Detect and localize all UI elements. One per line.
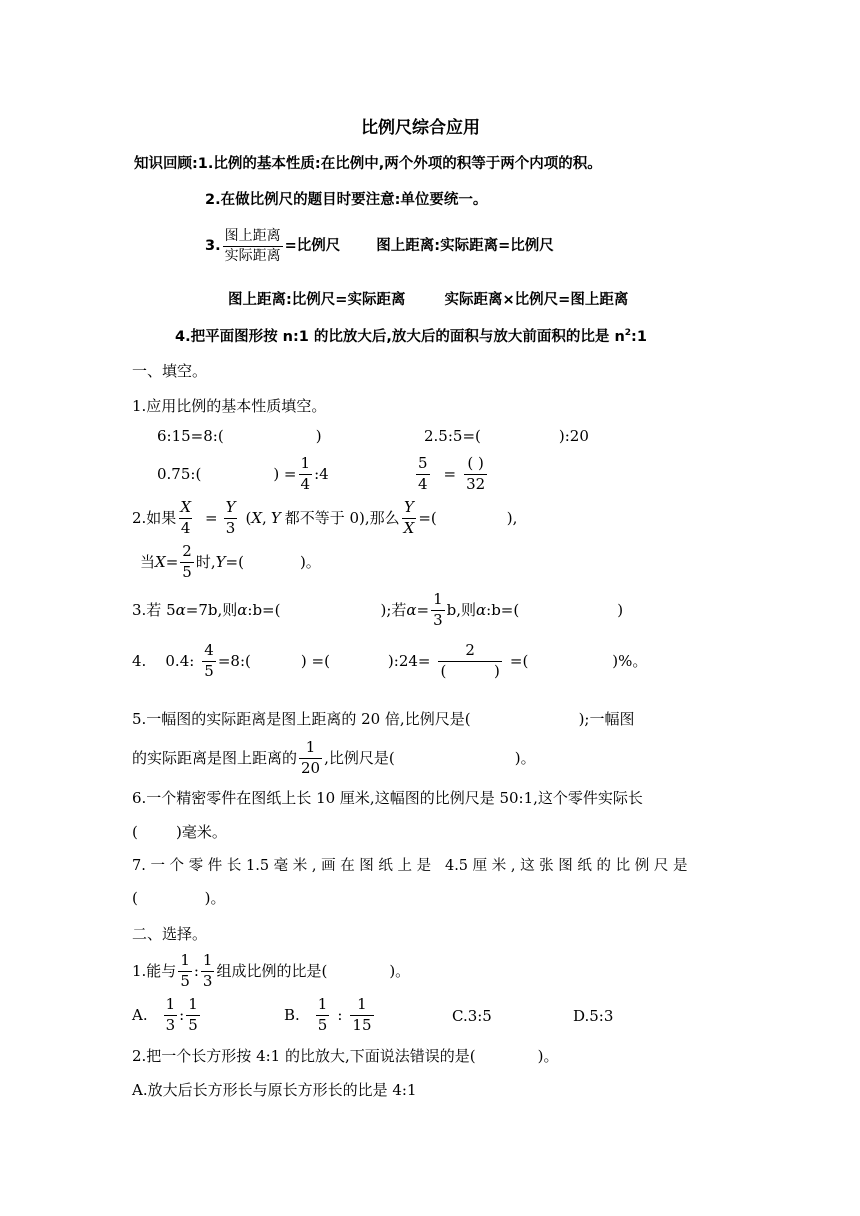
q3-alpha-4: α <box>476 600 487 619</box>
q1-b-end: ):20 <box>558 427 589 445</box>
fraction-numerator: 1 <box>433 590 443 608</box>
q2-p4: =( <box>418 508 437 527</box>
q2-value-fraction <box>180 544 194 581</box>
q2-x-fraction <box>178 500 193 537</box>
section-1-heading: 一、填空。 <box>132 362 208 380</box>
distance-ratio-fraction <box>223 229 283 263</box>
q1-stem: 1.应用比例的基本性质填空。 <box>132 397 327 415</box>
fraction-numerator: 2 <box>182 542 192 560</box>
q2-p8-end: )。 <box>299 552 321 571</box>
q4-fraction <box>202 643 216 680</box>
q5-l1b: );一幅图 <box>578 710 635 728</box>
q3-alpha: α <box>175 600 186 619</box>
fraction-numerator: 图上距离 <box>224 228 281 244</box>
q3-fraction <box>431 592 445 629</box>
q4-p1: 4. 0.4: <box>132 651 195 670</box>
fraction-denominator: 3 <box>433 610 443 629</box>
fraction-numerator: 1 <box>305 738 316 756</box>
section-2-heading: 二、选择。 <box>132 925 208 943</box>
fraction-denominator: 4 <box>180 518 191 537</box>
s2-q1-option-d: D.5:3 <box>573 1007 614 1025</box>
fraction-denominator: X <box>403 518 415 537</box>
review-line-3-b: 图上距离:实际距离=比例尺 <box>376 237 554 254</box>
q2-p5: 当 <box>140 552 156 571</box>
fraction-denominator: 3 <box>202 971 213 990</box>
fraction-denominator: 实际距离 <box>224 247 281 264</box>
q1-c-text: 0.75:( <box>157 464 202 483</box>
review-line-5-end: :1 <box>631 328 647 345</box>
q3-line <box>132 592 623 629</box>
option-b-fraction-2 <box>350 997 373 1034</box>
fraction-numerator: 1 <box>357 995 367 1013</box>
fraction-numerator: 1 <box>202 951 213 969</box>
q5-l2a: 的实际距离是图上距离的 <box>132 748 298 767</box>
review-line-3 <box>205 229 554 263</box>
q3-p1: 3.若 5 <box>132 600 176 619</box>
fraction-denominator: 32 <box>466 474 486 493</box>
fraction-numerator: Y <box>225 498 236 516</box>
q2-p7: 时, <box>195 552 216 571</box>
q1-c-end: ) = <box>273 464 297 483</box>
option-b-label: B. <box>284 1005 300 1024</box>
review-line-5-text: 4.把平面图形按 n:1 的比放大后,放大后的面积与放大前面积的比是 n <box>175 328 625 345</box>
q5-l2c: )。 <box>514 748 536 767</box>
q4-fraction-2 <box>438 643 501 680</box>
s2-q1-fraction-2 <box>201 953 215 990</box>
q3-alpha-2: α <box>237 600 248 619</box>
fraction-numerator: 1 <box>317 995 328 1013</box>
s2-q2-stem <box>132 1049 558 1064</box>
review-line-4-a: 图上距离:比例尺=实际距离 <box>228 292 406 308</box>
page-title: 比例尺综合应用 <box>361 118 480 138</box>
q5-line-1 <box>132 712 634 727</box>
s2-q1-stem <box>132 953 410 990</box>
s2-q2-option-a: A.放大后长方形长与原长方形长的比是 4:1 <box>132 1081 417 1099</box>
fraction-denominator: 5 <box>204 661 214 680</box>
option-b-fraction-1 <box>316 997 330 1034</box>
fraction-numerator: 2 <box>465 641 475 659</box>
q1-d-fraction-2 <box>464 456 487 493</box>
q1-a-text: 6:15=8:( <box>157 427 224 445</box>
q3-p5: = <box>416 600 430 619</box>
q3-p7: :b=( <box>486 600 520 619</box>
s2-q1-p2: 组成比例的比是( <box>216 961 328 980</box>
q2-p8: =( <box>225 552 244 571</box>
option-a-fraction-2 <box>186 997 200 1034</box>
q4-p6: )%。 <box>612 651 648 670</box>
q1-a-end: ) <box>315 427 322 445</box>
fraction-denominator: 3 <box>225 518 236 537</box>
s2-q1-p1: 1.能与 <box>132 961 177 980</box>
review-line-4 <box>228 293 628 308</box>
q2-p4-end: ), <box>506 508 518 527</box>
fraction-denominator: 5 <box>180 971 190 990</box>
fraction-numerator: 5 <box>418 454 428 472</box>
fraction-denominator: 4 <box>418 474 428 493</box>
review-line-3-prefix: 3. <box>205 237 221 254</box>
s2-q2-stem-text: 2.把一个长方形按 4:1 的比放大,下面说法错误的是( <box>132 1047 476 1065</box>
s2-q1-fraction-1 <box>178 953 192 990</box>
q2-y: Y <box>270 508 281 527</box>
q2-eq: = <box>205 508 218 527</box>
fraction-numerator: X <box>180 498 191 516</box>
fraction-numerator: 1 <box>165 995 176 1013</box>
review-line-1: 知识回顾:1.比例的基本性质:在比例中,两个外项的积等于两个内项的积。 <box>134 156 602 172</box>
q2-line-1 <box>132 500 517 537</box>
fraction-denominator: 15 <box>352 1015 372 1034</box>
fraction-denominator: 4 <box>300 474 311 493</box>
q2-p1: 2.如果 <box>132 508 177 527</box>
q4-p5: =( <box>509 651 529 670</box>
option-a-colon: : <box>179 1005 185 1024</box>
q5-line-2 <box>132 740 536 777</box>
q1-d-eq: = <box>443 464 457 483</box>
q1-c-tail: :4 <box>314 464 329 483</box>
review-line-4-b: 实际距离×比例尺=图上距离 <box>444 292 629 308</box>
review-line-3-a: =比例尺 <box>284 237 341 254</box>
fraction-denominator: ( ) <box>440 661 500 680</box>
fraction-numerator: 1 <box>188 995 198 1013</box>
fraction-numerator: ( ) <box>467 454 484 472</box>
q2-x: X <box>251 508 263 527</box>
q4-p3: ) =( <box>300 651 330 670</box>
s2-q1-option-a <box>132 997 202 1034</box>
q2-x2: X <box>155 552 166 571</box>
q5-l2b: ,比例尺是( <box>324 748 395 767</box>
q2-p2: ( <box>245 508 252 527</box>
option-a-fraction-1 <box>164 997 178 1034</box>
q4-p4: ):24= <box>387 651 431 670</box>
q2-yx-fraction <box>402 500 417 537</box>
fraction-denominator: 5 <box>188 1015 198 1034</box>
q2-line-2 <box>140 544 321 581</box>
fraction-numerator: 1 <box>180 951 190 969</box>
q1-b-text: 2.5:5=( <box>424 427 481 445</box>
option-a-label: A. <box>132 1005 148 1024</box>
q2-y-fraction <box>224 500 238 537</box>
q2-comma: , <box>262 508 267 527</box>
fraction-denominator: 5 <box>182 562 192 581</box>
q3-p2: =7b,则 <box>185 600 238 619</box>
q3-p3: :b=( <box>247 600 281 619</box>
q5-fraction <box>299 740 322 777</box>
q4-line <box>132 643 647 680</box>
q3-p4: );若 <box>380 600 407 619</box>
q1-c <box>157 456 329 493</box>
q2-p6: = <box>165 552 179 571</box>
q6-line-1: 6.一个精密零件在图纸上长 10 厘米,这幅图的比例尺是 50:1,这个零件实际长 <box>132 789 643 807</box>
s2-q1-option-c: C.3:5 <box>452 1007 492 1025</box>
q1-d <box>414 456 489 493</box>
review-line-2: 2.在做比例尺的题目时要注意:单位要统一。 <box>205 192 488 208</box>
q3-p8: ) <box>617 600 624 619</box>
q2-y2: Y <box>215 552 226 571</box>
s2-q1-p3: )。 <box>389 961 411 980</box>
option-b-colon: : <box>337 1005 343 1024</box>
review-line-5 <box>175 329 647 344</box>
fraction-numerator: Y <box>404 498 414 516</box>
fraction-denominator: 3 <box>165 1015 176 1034</box>
q2-p3: 都不等于 0),那么 <box>284 508 400 527</box>
q3-alpha-3: α <box>406 600 417 619</box>
s2-q1-colon: : <box>193 961 199 980</box>
fraction-denominator: 20 <box>301 758 321 777</box>
q1-d-fraction <box>416 456 430 493</box>
q1-c-fraction <box>299 456 313 493</box>
fraction-numerator: 1 <box>300 454 311 472</box>
q4-p2: =8:( <box>217 651 251 670</box>
q7-line-1: 7. 一 个 零 件 长 1.5 毫 米 , 画 在 图 纸 上 是 4.5 厘 米 , 这 张 图 纸 的 比 例 尺 是 <box>132 858 688 874</box>
q1-a <box>157 429 322 444</box>
s2-q2-stem-end: )。 <box>537 1047 559 1065</box>
review-line-5-sup: 2 <box>624 328 632 338</box>
fraction-denominator: 5 <box>317 1015 328 1034</box>
fraction-numerator: 4 <box>204 641 214 659</box>
q1-b <box>424 429 589 444</box>
q6-line-2: ( )毫米。 <box>132 823 227 841</box>
q7-line-2: ( )。 <box>132 889 226 907</box>
q5-l1a: 5.一幅图的实际距离是图上距离的 20 倍,比例尺是( <box>132 710 471 728</box>
s2-q1-option-b <box>284 997 376 1034</box>
q3-p6: b,则 <box>446 600 477 619</box>
